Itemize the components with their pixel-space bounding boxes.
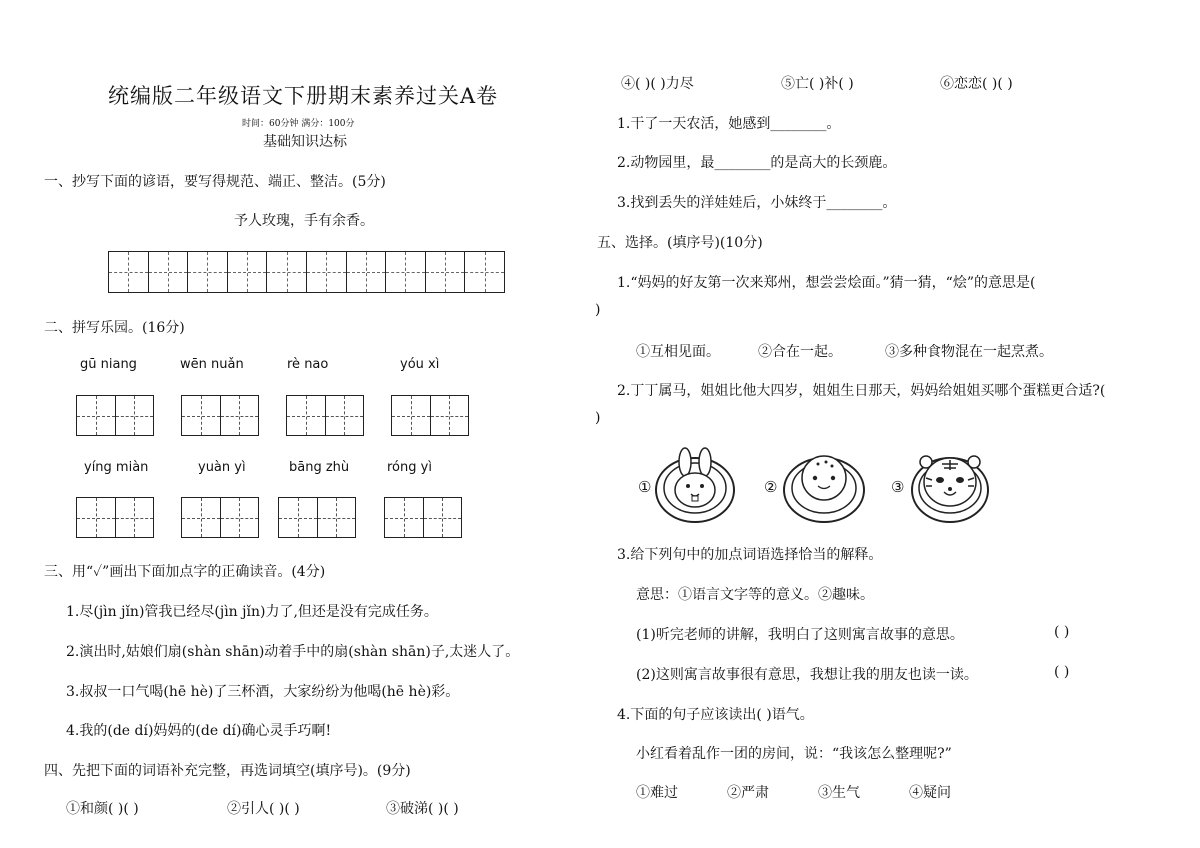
definition-text: 意思：①语言文字等的意义。②趣味。 — [636, 587, 874, 603]
rabbit-cake-icon[interactable] — [654, 446, 736, 524]
idiom-blank[interactable]: ①和颜( )( ) — [66, 801, 139, 817]
pinyin-answer-grid[interactable] — [391, 395, 469, 436]
pinyin-label: rè nao — [287, 357, 329, 372]
idiom-blank[interactable]: ③破涕( )( ) — [386, 801, 459, 817]
question-3: 3.给下列句中的加点词语选择恰当的解释。 — [617, 547, 883, 563]
answer-paren[interactable]: ) — [595, 410, 601, 426]
pinyin-label: bāng zhù — [289, 460, 350, 475]
idiom-blank[interactable]: ⑥恋恋( )( ) — [940, 76, 1013, 92]
definition-item: (2)这则寓言故事很有意思，我想让我的朋友也读一读。 — [636, 667, 978, 683]
pinyin-label: yuàn yì — [198, 460, 246, 475]
pinyin-label: yíng miàn — [84, 460, 149, 475]
copy-grid[interactable] — [108, 251, 505, 293]
tiger-cake-icon[interactable] — [910, 448, 990, 524]
question-1: 1.“妈妈的好友第一次来郑州，想尝尝烩面。”猜一猜，“烩”的意思是( — [617, 275, 1036, 291]
answer-paren[interactable]: ( ) — [1054, 664, 1070, 680]
pinyin-answer-grid[interactable] — [76, 395, 154, 436]
proverb-text: 予人玫瑰，手有余香。 — [234, 213, 374, 229]
answer-paren[interactable]: ) — [595, 302, 601, 318]
option-4[interactable]: ④疑问 — [909, 785, 951, 801]
option-3[interactable]: ③生气 — [818, 785, 860, 801]
cake-label[interactable]: ② — [764, 478, 778, 496]
pronunciation-item[interactable]: 4.我的(de dí)妈妈的(de dí)确心灵手巧啊! — [66, 723, 332, 739]
section5-heading: 五、选择。(填序号)(10分) — [597, 235, 763, 251]
cake-label[interactable]: ③ — [891, 478, 905, 496]
section3-heading: 三、用“✓”画出下面加点字的正确读音。(4分) — [44, 564, 326, 580]
pronunciation-item[interactable]: 2.演出时,姑娘们扇(shàn shān)动着手中的扇(shàn shān)子,太迷人了。 — [66, 644, 520, 660]
pinyin-label: wēn nuǎn — [180, 357, 244, 372]
quote-sentence: 小红看着乱作一团的房间，说：“我该怎么整理呢?” — [636, 746, 952, 762]
option-3[interactable]: ③多种食物混在一起烹煮。 — [885, 344, 1053, 360]
pinyin-answer-grid[interactable] — [181, 395, 259, 436]
fill-sentence[interactable]: 3.找到丢失的洋娃娃后，小妹终于________。 — [617, 195, 897, 211]
pinyin-answer-grid[interactable] — [278, 497, 356, 538]
section-subtitle: 基础知识达标 — [263, 134, 347, 150]
question-2: 2.丁丁属马，姐姐比他大四岁，姐姐生日那天，妈妈给姐姐买哪个蛋糕更合适?( — [617, 383, 1106, 399]
page-title: 统编版二年级语文下册期末素养过关A卷 — [108, 84, 499, 108]
pinyin-answer-grid[interactable] — [181, 497, 259, 538]
fill-sentence[interactable]: 2.动物园里，最________的是高大的长颈鹿。 — [617, 155, 897, 171]
option-2[interactable]: ②严肃 — [727, 785, 769, 801]
mouse-cake-icon[interactable] — [782, 448, 866, 524]
pinyin-label: róng yì — [387, 460, 432, 475]
pinyin-label: yóu xì — [400, 357, 440, 372]
idiom-blank[interactable]: ②引人( )( ) — [227, 801, 300, 817]
pinyin-answer-grid[interactable] — [384, 497, 462, 538]
question-4: 4.下面的句子应该读出( )语气。 — [617, 707, 814, 723]
pronunciation-item[interactable]: 1.尽(jìn jǐn)管我已经尽(jìn jǐn)力了,但还是没有完成任务。 — [66, 604, 438, 620]
answer-paren[interactable]: ( ) — [1054, 624, 1070, 640]
pinyin-answer-grid[interactable] — [286, 395, 364, 436]
idiom-blank[interactable]: ⑤亡( )补( ) — [781, 76, 854, 92]
pinyin-label: gū niang — [80, 357, 137, 372]
fill-sentence[interactable]: 1.干了一天农活，她感到________。 — [617, 116, 841, 132]
section1-heading: 一、抄写下面的谚语，要写得规范、端正、整洁。(5分) — [44, 174, 386, 190]
option-1[interactable]: ①难过 — [636, 785, 678, 801]
pronunciation-item[interactable]: 3.叔叔一口气喝(hē hè)了三杯酒，大家纷纷为他喝(hē hè)彩。 — [66, 684, 460, 700]
pinyin-answer-grid[interactable] — [76, 497, 154, 538]
exam-meta: 时间：60分钟 满分：100分 — [242, 119, 355, 129]
option-2[interactable]: ②合在一起。 — [758, 344, 842, 360]
cake-label[interactable]: ① — [638, 478, 652, 496]
idiom-blank[interactable]: ④( )( )力尽 — [621, 76, 694, 92]
option-1[interactable]: ①互相见面。 — [636, 344, 720, 360]
section4-heading: 四、先把下面的词语补充完整，再选词填空(填序号)。(9分) — [44, 763, 411, 779]
section2-heading: 二、拼写乐园。(16分) — [44, 320, 185, 336]
definition-item: (1)听完老师的讲解，我明白了这则寓言故事的意思。 — [636, 627, 964, 643]
